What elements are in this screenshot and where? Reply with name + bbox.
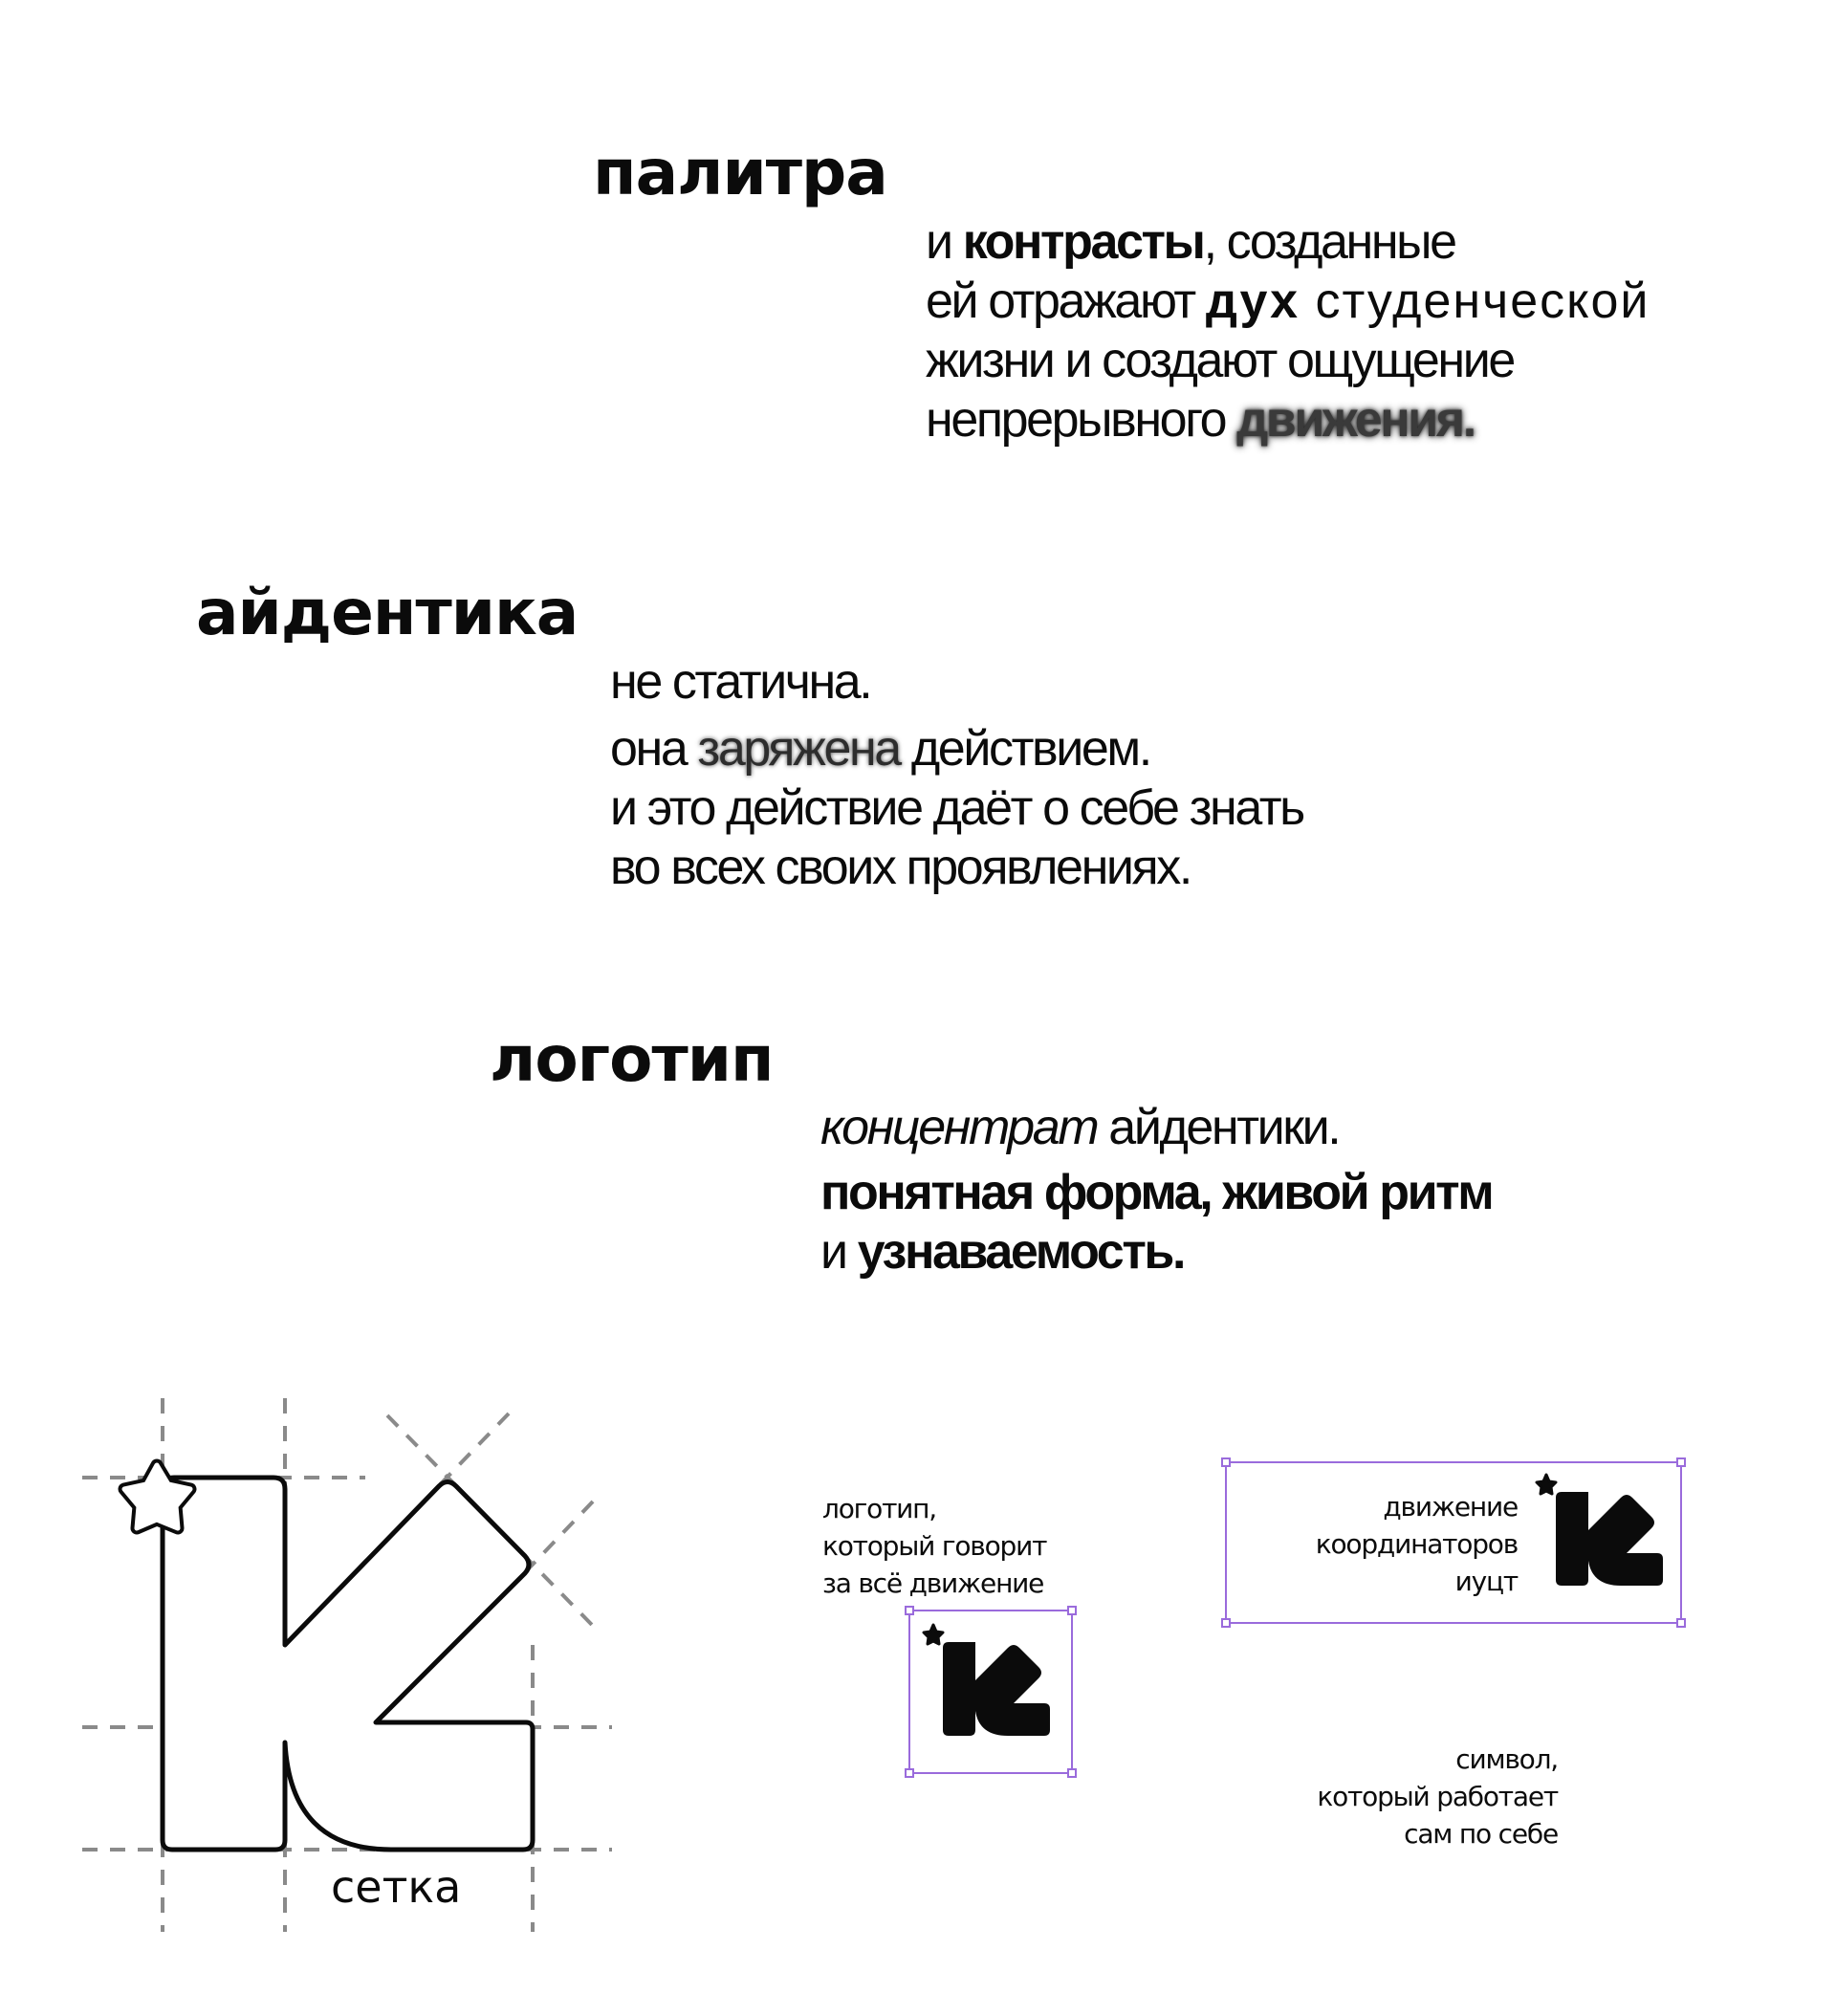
logotype-wordmark [1316,1488,1518,1600]
identity-line-1: не статична. [610,654,871,710]
emphasis-concentrate: концентрат [820,1100,1098,1155]
selection-handle[interactable] [1067,1768,1077,1778]
palette-line-2: ей отражают дух студенческой [926,274,1650,329]
identity-line-2: она заряжена действием. [610,721,1150,777]
k-outline [163,1478,533,1850]
selection-handle[interactable] [905,1768,914,1778]
palette-title: палитра [593,136,887,209]
wordmark-line: иуцт [1454,1566,1518,1597]
selection-handle[interactable] [905,1606,914,1615]
caption-line: символ, [1455,1743,1558,1775]
palette-line-1: и контрасты, созданные [926,214,1455,270]
caption-line: который говорит [822,1530,1047,1562]
emphasis-spirit: дух [1205,274,1300,329]
caption-line: сам по себе [1404,1818,1558,1850]
logo-line-3: и узнаваемость. [820,1224,1185,1280]
selection-handle[interactable] [1676,1618,1686,1628]
caption-line: за всё движение [822,1567,1044,1599]
grid-label: сетка [331,1861,462,1913]
selection-handle[interactable] [1067,1606,1077,1615]
logo-title: логотип [490,1022,774,1096]
wordmark-line: движение [1383,1491,1518,1523]
emphasis-movement: движения. [1236,392,1475,448]
emphasis-charged: заряжена [697,721,900,777]
identity-line-4: во всех своих проявлениях. [610,840,1191,895]
star-icon [924,1625,943,1644]
logo-line-1: концентрат айдентики. [820,1100,1340,1155]
emphasis-recognisability: узнаваемость. [857,1224,1185,1280]
k-logo-icon [922,1623,1056,1763]
wordmark-line: координаторов [1315,1528,1518,1560]
k-logo-icon [1535,1473,1669,1612]
star-icon [1537,1475,1556,1494]
selection-handle[interactable] [1221,1457,1231,1467]
symbol-caption [1317,1741,1558,1852]
selection-handle[interactable] [1676,1457,1686,1467]
logo-line-2: понятная форма, живой ритм [820,1165,1493,1220]
identity-line-3: и это действие даёт о себе знать [610,780,1303,836]
palette-line-4: непрерывного движения. [926,392,1475,448]
caption-line: логотип, [822,1493,936,1524]
emphasis-contrasts: контрасты [962,214,1204,270]
selection-handle[interactable] [1221,1618,1231,1628]
star-icon [124,1465,190,1528]
caption-line: который работает [1317,1781,1558,1812]
logotype-caption [822,1490,1046,1602]
palette-line-3: жизни и создают ощущение [926,333,1514,388]
identity-title: айдентика [196,576,579,649]
logotype-selection-frame[interactable] [1225,1461,1682,1624]
symbol-selection-frame[interactable] [908,1610,1073,1774]
